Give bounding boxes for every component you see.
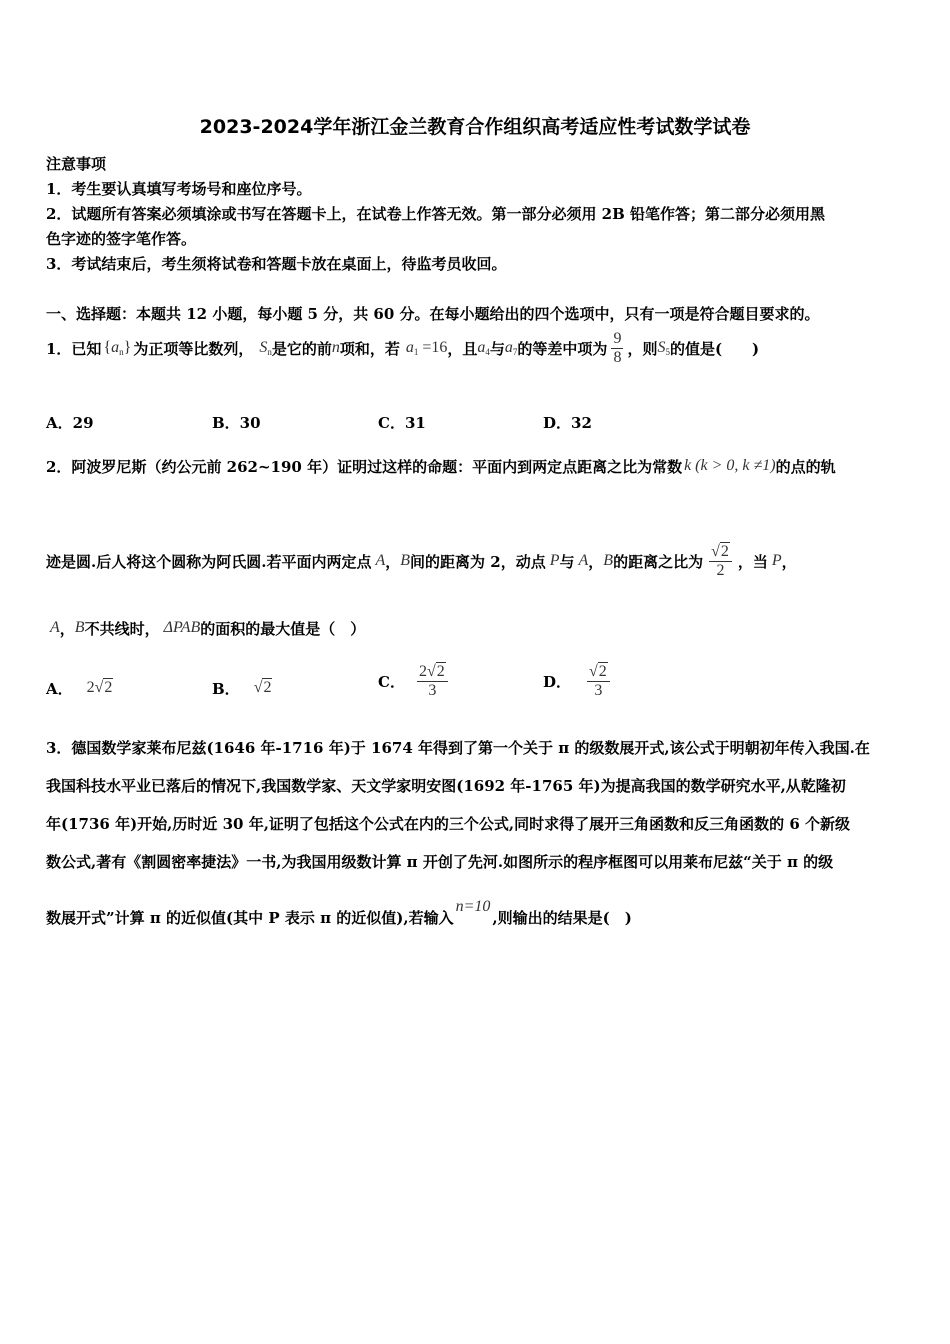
notice-item: 3．考试结束后，考生须将试卷和答题卡放在桌面上，待监考员收回。 <box>46 255 507 273</box>
q3-line: 年(1736 年)开始,历时近 30 年,证明了包括这个公式在内的三个公式,同时求得了展开三角函数和反三角函数的 6 个新级 <box>46 815 851 833</box>
q2-option-c: C． $\frac{2√2}{3}$ <box>378 656 448 706</box>
q1-text: 项和，若 <box>339 339 400 358</box>
q1-math: $a_1$ <box>405 339 419 357</box>
q2-k-condition: k (k > 0, k ≠1) <box>684 457 776 474</box>
page-title: 2023-2024学年浙江金兰教育合作组织高考适应性考试数学试卷 <box>199 116 751 138</box>
question-1 <box>46 326 759 370</box>
notice-item: 色字迹的签字笔作答。 <box>46 230 197 248</box>
q2-point-a: A <box>578 552 589 569</box>
q2-option-d: D． $\frac{√2}{3}$ <box>543 656 610 706</box>
section-heading: 一、选择题：本题共 12 小题，每小题 5 分，共 60 分。在每小题给出的四个选项中，只有一项是符合题目要求的。 <box>46 305 820 323</box>
q2-point-a: A <box>375 552 386 569</box>
q1-text: 的值是( ) <box>669 339 760 358</box>
question-2-line1 <box>46 446 836 486</box>
q2-text: ， <box>59 619 75 638</box>
q1-text: ，且 <box>447 339 478 358</box>
q3-line: 我国科技水平业已落后的情况下,我国数学家、天文学家明安图(1692 年-1765 年)为提高我国的数学研究水平,从乾隆初 <box>46 777 846 795</box>
q2-text: 不共线时， <box>84 619 160 638</box>
q2-point-b: B <box>400 552 411 569</box>
q2-text: 的距离之比为 <box>613 552 704 571</box>
q3-last-line <box>46 898 632 928</box>
q2-point-b: B <box>603 552 614 569</box>
q2-point-p: P <box>549 552 560 569</box>
notice-heading: 注意事项 <box>46 155 107 173</box>
q2-point-a: A <box>50 619 60 636</box>
q2-text: 与 <box>559 552 575 571</box>
q1-text: 为正项等比数列， <box>133 339 254 358</box>
q1-math: $a_4$ <box>477 339 490 357</box>
q2-point-b: B <box>74 619 85 636</box>
q2-text: 2．阿波罗尼斯（约公元前 262~190 年）证明过这样的命题：平面内到两定点距离之比为常数 <box>46 457 683 476</box>
q1-seq: $\{a_n\}$ <box>103 339 132 357</box>
q2-option-b: B． √2 <box>212 679 272 698</box>
q2-point-p: P <box>771 552 782 569</box>
q2-option-a: A． 2√2 <box>46 679 113 698</box>
q1-text: 是它的前 <box>271 339 332 358</box>
q2-text: ，当 <box>737 552 768 571</box>
q2-triangle: ΔPAB <box>163 619 201 636</box>
q2-text: 的点的轨 <box>775 457 836 476</box>
q3-input-value: n=10 <box>455 898 491 915</box>
q1-math: $a_7$ <box>504 339 518 357</box>
q1-option-a: A．29 <box>46 414 94 432</box>
q3-line: 数公式,著有《割圆密率捷法》一书,为我国用级数计算 π 开创了先河.如图所示的程序框图可以用莱布尼兹“关于 π 的级 <box>46 853 834 871</box>
q1-option-d: D．32 <box>543 414 592 432</box>
q1-text: 与 <box>489 339 505 358</box>
question-2-line2 <box>46 536 797 586</box>
q1-math: $S_5$ <box>657 339 670 357</box>
q1-math: $S_n$ <box>259 339 272 357</box>
q3-text: ,则输出的结果是( ) <box>492 909 632 927</box>
q2-ratio-fraction: $\frac{√2}{2}$ <box>709 543 732 580</box>
q1-text: 的等差中项为 <box>517 339 608 358</box>
notice-item: 1．考生要认真填写考场号和座位序号。 <box>46 180 312 198</box>
notice-item: 2．试题所有答案必须填涂或书写在答题卡上，在试卷上作答无效。第一部分必须用 2B 铅笔作答；第二部分必须用黑 <box>46 205 826 223</box>
q2-text: ， <box>588 552 604 571</box>
q3-text: 数展开式”计算 π 的近似值(其中 P 表示 π 的近似值),若输入 <box>46 909 454 927</box>
q2-text: 的面积的最大值是（ ） <box>200 619 366 638</box>
q3-line: 3．德国数学家莱布尼兹(1646 年-1716 年)于 1674 年得到了第一个关于 π 的级数展开式,该公式于明朝初年传入我国.在 <box>46 739 870 757</box>
q1-text: 1．已知 <box>46 339 102 358</box>
question-2-line3 <box>46 616 365 640</box>
q1-text: ，则 <box>627 339 658 358</box>
q2-text: 迹是圆.后人将这个圆称为阿氏圆.若平面内两定点 <box>46 552 372 571</box>
q1-math: =16 <box>422 339 448 356</box>
q2-text: ， <box>781 552 797 571</box>
q2-text: 间的距离为 2，动点 <box>410 552 546 571</box>
q1-option-c: C．31 <box>378 414 426 432</box>
q2-text: ， <box>385 552 401 571</box>
q1-fraction: $\frac{9}{8}$ <box>613 329 622 366</box>
q1-option-b: B．30 <box>212 414 261 432</box>
q1-math: n <box>331 339 340 356</box>
